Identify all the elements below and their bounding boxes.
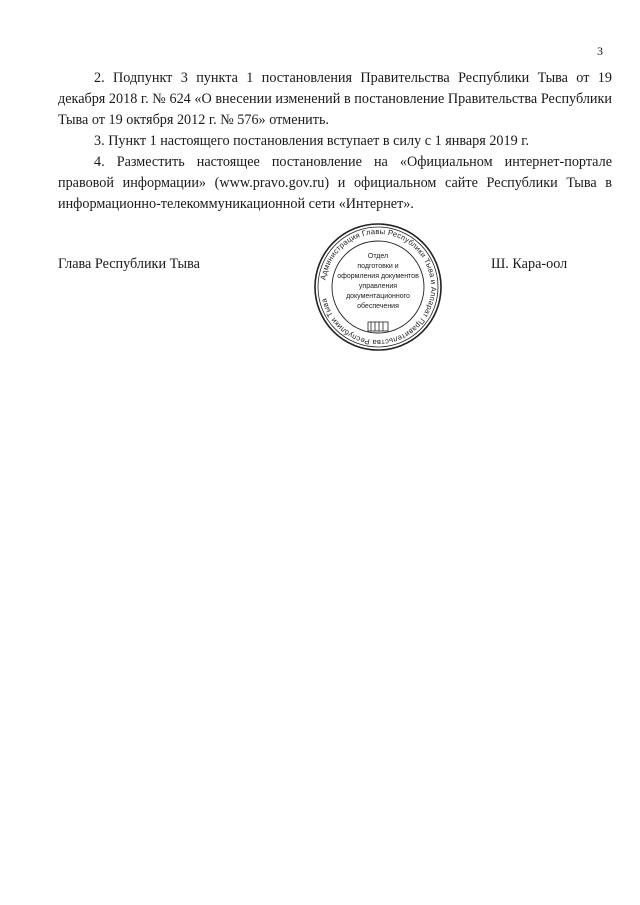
official-seal <box>313 222 443 352</box>
seal-line: оформления документов <box>337 273 419 280</box>
signatory-title: Глава Республики Тыва <box>58 256 200 272</box>
seal-ring-text: Администрация Главы Республики Тыва и Аппарат Правительства Республики Тыва <box>318 226 439 348</box>
seal-line: подготовки и <box>357 263 399 270</box>
seal-emblem <box>368 322 388 331</box>
paragraph-3: 3. Пункт 1 настоящего постановления вступает в силу с 1 января 2019 г. <box>94 133 530 149</box>
signatory-name: Ш. Кара-оол <box>491 256 568 272</box>
seal-line: Отдел <box>367 253 389 260</box>
seal-line: управления <box>358 283 398 290</box>
seal-line: документационного <box>346 293 410 300</box>
document-body <box>58 68 612 215</box>
page-number: 3 <box>597 44 603 58</box>
paragraph-4: 4. Разместить настоящее постановление на «Официальном интернет-портале правовой информации» (www.pravo.gov.ru) и официальном сайте Республики Тыва в информационно-телекоммуникационной сети «Интернет». <box>58 154 612 212</box>
paragraph-2: 2. Подпункт 3 пункта 1 постановления Правительства Республики Тыва от 19 декабря 2018 г. № 624 «О внесении изменений в постановление Правительства Республики Тыва от 19 октября 2012 г. № 576» отменить. <box>58 70 612 128</box>
seal-line: обеспечения <box>357 303 399 310</box>
